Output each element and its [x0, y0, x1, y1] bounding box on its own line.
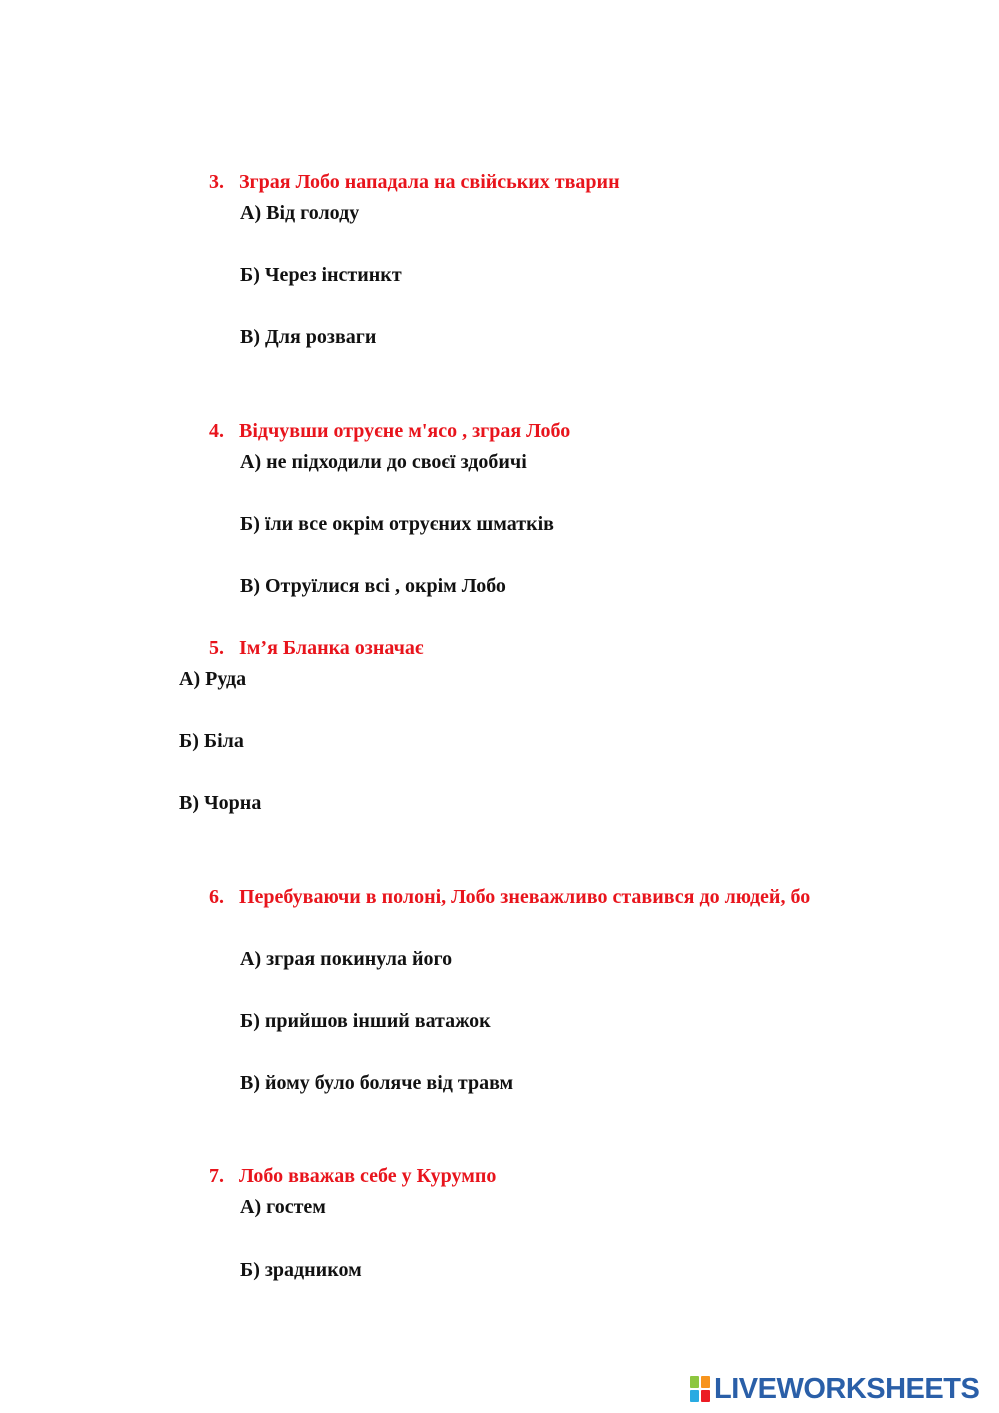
option-5a[interactable]: А) Руда — [179, 668, 247, 690]
option-3b[interactable]: Б) Через інстинкт — [240, 264, 402, 286]
option-6a[interactable]: А) зграя покинула його — [240, 948, 453, 970]
question-number: 3. — [209, 171, 224, 193]
question-text: Зграя Лобо нападала на свійських тварин — [239, 171, 620, 193]
question-number: 4. — [209, 420, 224, 442]
option-7b[interactable]: Б) зрадником — [240, 1259, 362, 1281]
option-6b[interactable]: Б) прийшов інший ватажок — [240, 1010, 491, 1032]
question-5 — [209, 636, 424, 660]
live-blocks-icon — [690, 1376, 712, 1402]
option-4c[interactable]: В) Отруїлися всі , окрім Лобо — [240, 575, 506, 597]
option-7a[interactable]: А) гостем — [240, 1196, 326, 1218]
question-text: Лобо вважав себе у Курумпо — [239, 1165, 497, 1187]
question-4 — [209, 419, 570, 443]
option-6c[interactable]: В) йому було боляче від травм — [240, 1072, 514, 1094]
logo-text: LIVEWORKSHEETS — [714, 1372, 980, 1405]
option-4a[interactable]: А) не підходили до своєї здобичі — [240, 451, 527, 473]
question-3 — [209, 170, 620, 194]
question-text: Ім’я Бланка означає — [239, 637, 424, 659]
question-number: 6. — [209, 886, 224, 908]
question-6 — [209, 885, 810, 909]
question-7 — [209, 1164, 496, 1188]
option-5c[interactable]: В) Чорна — [179, 792, 262, 814]
option-4b[interactable]: Б) їли все окрім отруєних шматків — [240, 513, 554, 535]
question-number: 5. — [209, 637, 224, 659]
option-5b[interactable]: Б) Біла — [179, 730, 244, 752]
option-3a[interactable]: А) Від голоду — [240, 202, 360, 224]
liveworksheets-logo — [690, 1372, 979, 1406]
question-text: Перебуваючи в полоні, Лобо зневажливо ставився до людей, бо — [239, 886, 811, 908]
question-number: 7. — [209, 1165, 224, 1187]
option-3c[interactable]: В) Для розваги — [240, 326, 377, 348]
question-text: Відчувши отруєне м'ясо , зграя Лобо — [239, 420, 571, 442]
